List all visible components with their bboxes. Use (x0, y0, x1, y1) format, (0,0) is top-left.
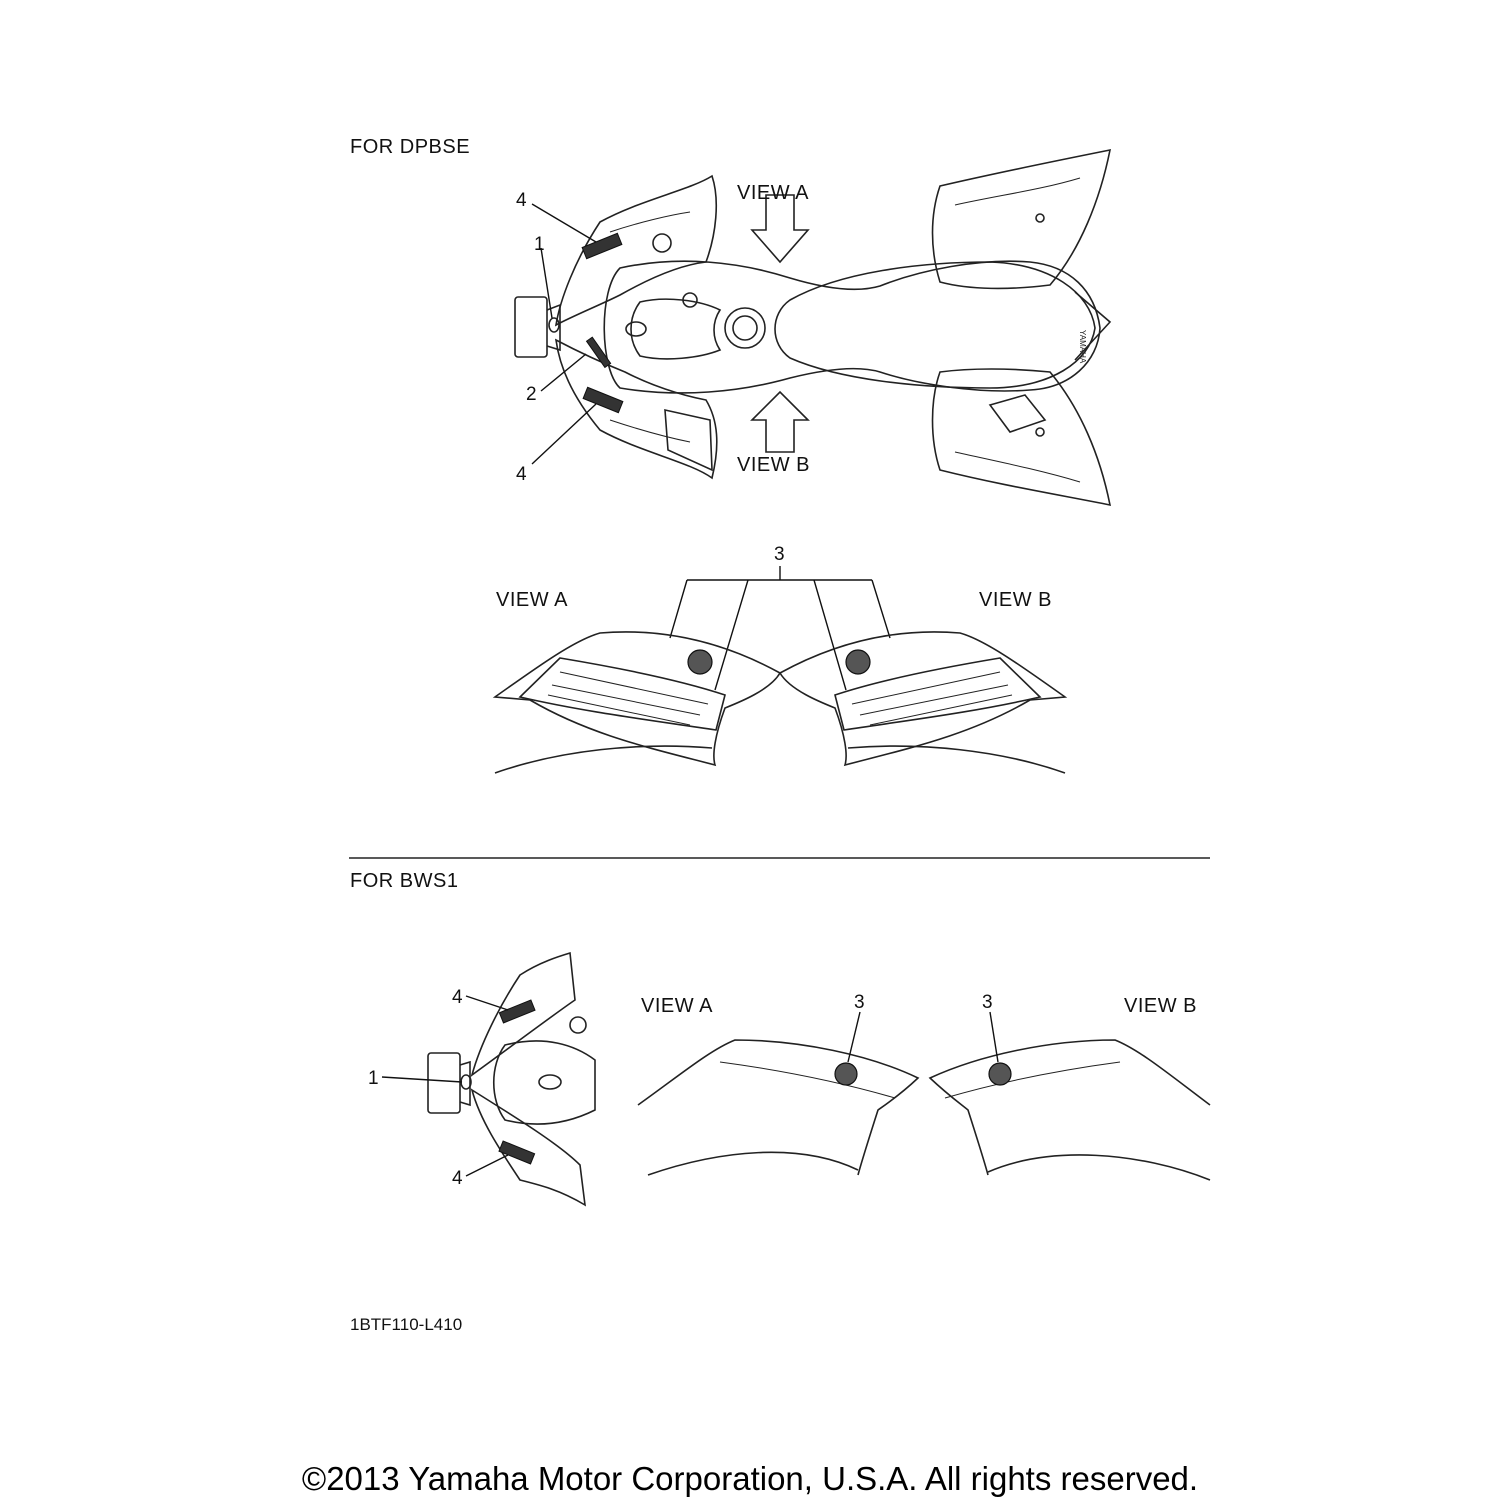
view-b-arrow-label: VIEW B (737, 454, 811, 476)
view-a-arrow-label: VIEW A (737, 182, 809, 204)
atv-top-view (515, 150, 1110, 505)
callout-2: 2 (526, 384, 537, 405)
bws1-callout-4-lower: 4 (452, 1168, 463, 1189)
part-code: 1BTF110-L410 (350, 1315, 463, 1334)
copyright-notice: ©2013 Yamaha Motor Corporation, U.S.A. All rights reserved. (301, 1460, 1199, 1497)
bws1-detail-view-a-label: VIEW A (641, 995, 713, 1017)
dpbse-detail-view-b-label: VIEW B (979, 589, 1053, 611)
bws1-detail-views (638, 1012, 1210, 1180)
bws1-heading: FOR BWS1 (350, 870, 459, 892)
callout-4-upper: 4 (516, 190, 527, 211)
dpbse-detail-view-a-label: VIEW A (496, 589, 568, 611)
bws1-front-view (382, 953, 595, 1205)
callout-1: 1 (534, 234, 545, 255)
callout-4-lower: 4 (516, 464, 527, 485)
bws1-callout-3-right: 3 (982, 992, 993, 1013)
bws1-detail-view-b-label: VIEW B (1124, 995, 1198, 1017)
bws1-callout-4-upper: 4 (452, 987, 463, 1008)
bws1-callout-3-left: 3 (854, 992, 865, 1013)
bws1-callout-1: 1 (368, 1068, 379, 1089)
dpbse-heading: FOR DPBSE (350, 136, 471, 158)
svg-text:YAMAHA: YAMAHA (1078, 330, 1087, 364)
callout-3: 3 (774, 544, 785, 565)
